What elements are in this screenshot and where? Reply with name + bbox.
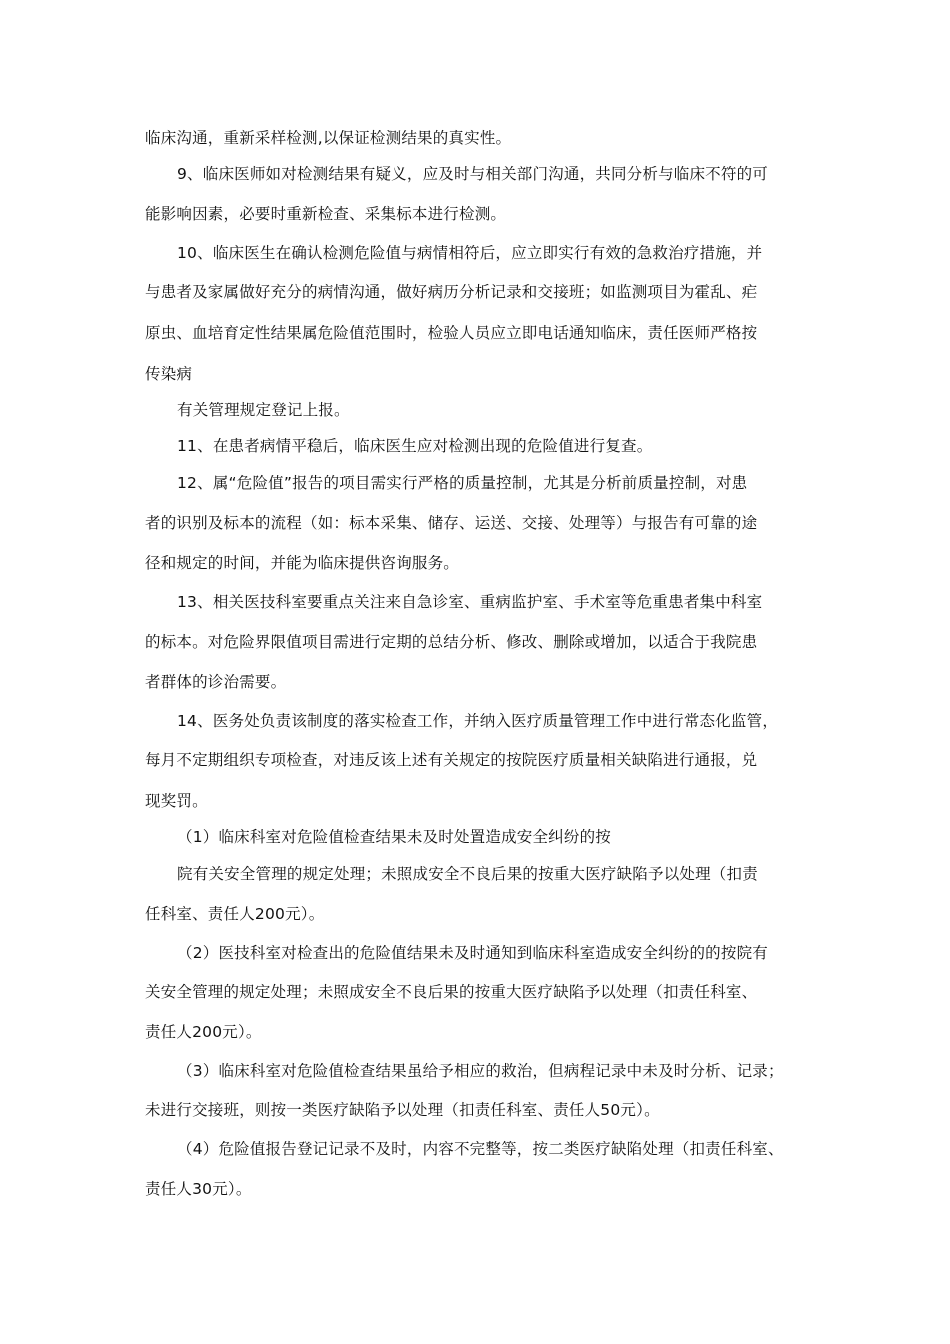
text-line: 能影响因素，必要时重新检查、采集标本进行检测。 xyxy=(145,205,507,223)
text-line: 责任人30元）。 xyxy=(145,1180,252,1198)
text-line: 者群体的诊治需要。 xyxy=(145,673,287,691)
text-line: 每月不定期组织专项检查，对违反该上述有关规定的按院医疗质量相关缺陷进行通报，兑 xyxy=(145,751,758,769)
text-line: （3）临床科室对危险值检查结果虽给予相应的救治，但病程记录中未及时分析、记录； xyxy=(177,1062,784,1080)
text-line: 13、相关医技科室要重点关注来自急诊室、重病监护室、手术室等危重患者集中科室 xyxy=(177,593,763,611)
text-line: 任科室、责任人200元）。 xyxy=(145,905,325,923)
text-line: 有关管理规定登记上报。 xyxy=(177,401,350,419)
text-line: （4）危险值报告登记记录不及时，内容不完整等，按二类医疗缺陷处理（扣责任科室、 xyxy=(177,1140,784,1158)
text-line: 临床沟通，重新采样检测,以保证检测结果的真实性。 xyxy=(145,129,512,147)
text-line: 关安全管理的规定处理；未照成安全不良后果的按重大医疗缺陷予以处理（扣责任科室、 xyxy=(145,983,758,1001)
text-line: 责任人200元）。 xyxy=(145,1023,262,1041)
text-line: 14、医务处负责该制度的落实检查工作，并纳入医疗质量管理工作中进行常态化监管， xyxy=(177,712,779,730)
text-line: 院有关安全管理的规定处理；未照成安全不良后果的按重大医疗缺陷予以处理（扣责 xyxy=(177,865,758,883)
text-line: 径和规定的时间，并能为临床提供咨询服务。 xyxy=(145,554,460,572)
text-line: 传染病 xyxy=(145,365,193,383)
text-line: 11、在患者病情平稳后，临床医生应对检测出现的危险值进行复查。 xyxy=(177,437,653,455)
text-line: 的标本。对危险界限值项目需进行定期的总结分析、修改、删除或增加，以适合于我院患 xyxy=(145,633,758,651)
text-line: （2）医技科室对检查出的危险值结果未及时通知到临床科室造成安全纠纷的的按院有 xyxy=(177,944,768,962)
text-line: 与患者及家属做好充分的病情沟通，做好病历分析记录和交接班；如监测项目为霍乱、疟 xyxy=(145,283,758,301)
text-line: 现奖罚。 xyxy=(145,792,208,810)
text-line: 9、临床医师如对检测结果有疑义，应及时与相关部门沟通，共同分析与临床不符的可 xyxy=(177,165,768,183)
text-line: 原虫、血培育定性结果属危险值范围时，检验人员应立即电话通知临床，责任医师严格按 xyxy=(145,324,758,342)
text-line: 10、临床医生在确认检测危险值与病情相符后，应立即实行有效的急救治疗措施，并 xyxy=(177,244,763,262)
text-line: 未进行交接班，则按一类医疗缺陷予以处理（扣责任科室、责任人50元）。 xyxy=(145,1101,660,1119)
text-line: （1）临床科室对危险值检查结果未及时处置造成安全纠纷的按 xyxy=(177,828,611,846)
text-line: 者的识别及标本的流程（如：标本采集、储存、运送、交接、处理等）与报告有可靠的途 xyxy=(145,514,758,532)
text-line: 12、属“危险值”报告的项目需实行严格的质量控制，尤其是分析前质量控制，对患 xyxy=(177,474,748,492)
